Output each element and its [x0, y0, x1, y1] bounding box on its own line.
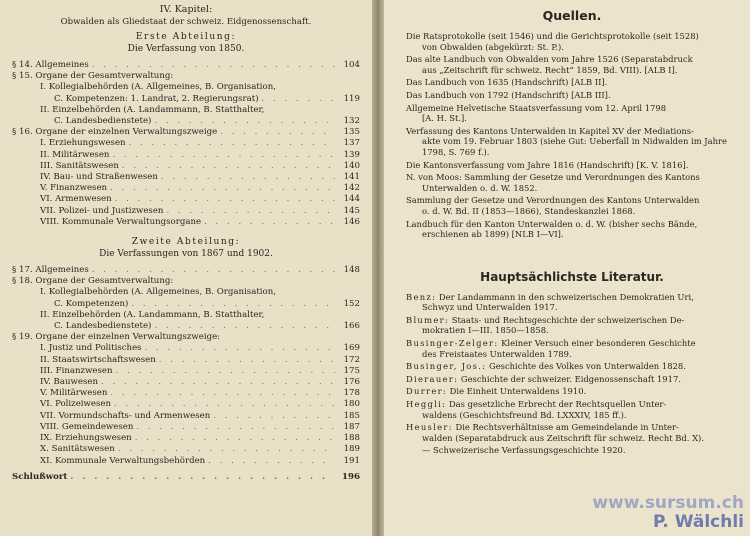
toc-row[interactable]: [12, 150, 360, 161]
leader-dots: [204, 217, 335, 228]
toc-row[interactable]: [12, 321, 360, 332]
leader-dots: [122, 161, 335, 172]
toc-row[interactable]: [12, 343, 360, 354]
toc-page-number: 191: [343, 455, 360, 466]
chapter-title: IV. Kapitel:: [159, 4, 213, 15]
toc-entry-title: II. Einzelbehörden (A. Landammann, B. Statthalter,: [40, 309, 265, 320]
literature-title-continued: Schwyz und Unterwalden 1917.: [422, 302, 558, 313]
toc-row[interactable]: [12, 299, 360, 310]
source-entry: [406, 103, 738, 124]
leader-dots: [114, 399, 335, 410]
toc-entry-title: C. Kompetenzen): [54, 298, 129, 309]
source-line: Allgemeine Helvetische Staatsverfassung vom 12. April 1798: [406, 102, 667, 113]
literature-title-continued: waldens (Geschichtsfreund Bd. LXXXIV, 185 ff.).: [422, 409, 627, 420]
source-line: N. von Moos: Sammlung der Gesetze und Verordnungen des Kantons: [406, 172, 700, 183]
toc-page-number: 189: [343, 444, 360, 455]
literature-entry: [406, 399, 738, 420]
source-line: Die Kantonsverfassung vom Jahre 1816 (Handschrift) [K. V. 1816].: [406, 159, 689, 170]
toc-entry-title: II. Einzelbehörden (A. Landammann, B. Statthalter,: [40, 104, 265, 115]
source-line-continued: Unterwalden o. d. W. 1852.: [422, 182, 538, 193]
section-one-subtitle: Die Verfassung von 1850.: [127, 44, 245, 54]
literature-author: Dierauer:: [406, 373, 459, 384]
toc-entry-title: § 17. Allgemeines: [12, 265, 89, 276]
toc-row[interactable]: [12, 399, 360, 410]
sources-list: [406, 31, 738, 240]
toc-page-number: 104: [343, 60, 360, 70]
leader-dots: [101, 377, 335, 388]
source-line-continued: akte vom 19. Februar 1803 (siehe Gut: Ueberfall in Nidwalden im Jahre 1798, S. 769 f.).: [422, 136, 728, 157]
literature-title: Der Landammann in den schweizerischen Demokratien Uri,: [438, 291, 694, 302]
section-one-title: Erste Abteilung:: [135, 32, 237, 42]
toc-entry-title: II. Staatswirtschaftswesen: [40, 354, 156, 365]
leader-dots: [115, 194, 335, 205]
literature-entry: [406, 445, 738, 456]
toc-row[interactable]: [12, 194, 360, 205]
chapter-subtitle: Obwalden als Gliedstaat der schweiz. Eidgenossenschaft.: [60, 17, 312, 27]
toc-row[interactable]: [12, 456, 360, 467]
toc-page-number: 166: [343, 321, 360, 332]
section-two-subtitle: Die Verfassungen von 1867 und 1902.: [99, 249, 273, 260]
toc-page-number: 144: [343, 194, 360, 205]
leader-dots: [112, 150, 335, 161]
toc-row[interactable]: [12, 71, 360, 82]
toc-row[interactable]: [12, 444, 360, 455]
leader-dots: [220, 127, 335, 138]
toc-entry-title: IV. Bauwesen: [40, 377, 99, 388]
literature-author: Blumer:: [406, 314, 450, 325]
literature-entry: [406, 422, 738, 443]
toc-page-number: 175: [343, 365, 360, 376]
literature-author: Businger, Jos.:: [406, 361, 487, 372]
source-line-continued: [A. H. St.].: [422, 113, 467, 124]
toc-page-number: 188: [343, 433, 360, 444]
literature-title-continued: mokratien I—III. 1850—1858.: [422, 325, 549, 336]
toc-page-number: 148: [343, 265, 360, 276]
literature-title: Kleiner Versuch einer besonderen Geschichte: [501, 338, 696, 349]
toc-page-number: 180: [343, 399, 360, 410]
source-line: Das Landbuch von 1792 (Handschrift) [ALB III].: [406, 89, 611, 100]
source-line: Das Landbuch von 1635 (Handschrift) [ALB II].: [406, 77, 608, 88]
source-entry: [406, 31, 738, 52]
literature-list: [406, 292, 738, 456]
leader-dots: [118, 444, 335, 455]
literature-entry: [406, 292, 738, 313]
toc-row[interactable]: [12, 127, 360, 138]
toc-page-number: 132: [343, 116, 360, 127]
toc-row[interactable]: [12, 422, 360, 433]
source-entry: [406, 126, 738, 158]
leader-dots: [116, 366, 335, 377]
toc-entry-title: VI. Armenwesen: [40, 194, 112, 205]
toc-page-number: 142: [343, 183, 360, 194]
literature-entry: [406, 338, 738, 359]
toc-entry-title: X. Sanitätswesen: [40, 444, 115, 455]
section-two-title: Zweite Abteilung:: [131, 237, 241, 248]
toc-page-number: 137: [343, 138, 360, 149]
leader-dots: [70, 472, 335, 483]
toc-entry-title: § 14. Allgemeines: [12, 60, 89, 70]
toc-page-number: 178: [343, 388, 360, 399]
source-entry: [406, 160, 738, 171]
toc-row[interactable]: [12, 377, 360, 388]
toc-row[interactable]: [12, 94, 360, 105]
toc-row[interactable]: [12, 116, 360, 127]
leader-dots: [159, 355, 335, 366]
leader-dots: [154, 116, 335, 127]
source-line: Das alte Landbuch von Obwalden vom Jahre 1526 (Separatabdruck: [406, 54, 693, 65]
toc-row[interactable]: [12, 265, 360, 276]
toc-row[interactable]: [12, 287, 360, 298]
literature-title: Geschichte des Volkes von Unterwalden 1828.: [489, 361, 686, 372]
toc-row[interactable]: [12, 366, 360, 377]
toc-row[interactable]: [12, 276, 360, 287]
literature-title: Das gesetzliche Erbrecht der Rechtsquellen Unter-: [448, 399, 667, 410]
literature-title: Geschichte der schweizer. Eidgenossenschaft 1917.: [460, 373, 681, 384]
toc-page-number: 172: [343, 354, 360, 365]
toc-row[interactable]: [12, 206, 360, 217]
toc-entry-title: § 16. Organe der einzelnen Verwaltungszweige: [12, 127, 218, 138]
toc-entry-title: V. Finanzwesen: [40, 183, 108, 194]
source-entry: [406, 219, 738, 240]
toc-entry-title: I. Justiz und Politisches: [40, 343, 142, 354]
leader-dots: [135, 433, 335, 444]
toc-entry-title: IX. Erziehungswesen: [40, 433, 132, 444]
toc-entry-title: VI. Polizeiwesen: [40, 399, 112, 410]
source-entry: [406, 77, 738, 88]
toc-row[interactable]: [12, 105, 360, 116]
leader-dots: [110, 388, 335, 399]
toc-page-number: 152: [343, 298, 360, 309]
toc-row[interactable]: [12, 310, 360, 321]
toc-row[interactable]: [12, 172, 360, 183]
toc-row[interactable]: [12, 183, 360, 194]
toc-entry-title: C. Landesbedienstete): [54, 116, 152, 127]
leader-dots: [136, 422, 335, 433]
source-entry: [406, 195, 738, 216]
toc-entry-title: V. Militärwesen: [40, 388, 108, 399]
leader-dots: [129, 138, 335, 149]
source-line: Verfassung des Kantons Unterwalden in Kapitel XV der Mediations-: [406, 125, 694, 136]
literature-title-continued: des Freistaates Unterwalden 1789.: [422, 348, 572, 359]
source-line: Landbuch für den Kanton Unterwalden o. d. W. (bisher sechs Bände,: [406, 218, 698, 229]
leader-dots: [161, 172, 335, 183]
leader-dots: [92, 60, 335, 71]
toc-row[interactable]: [12, 82, 360, 93]
toc-entry-title: C. Kompetenzen: 1. Landrat, 2. Regierungsrat): [54, 93, 259, 104]
source-entry: [406, 90, 738, 101]
toc-entry-title: I. Kollegialbehörden (A. Allgemeines, B. Organisation,: [40, 82, 276, 93]
leader-dots: [166, 206, 335, 217]
leader-dots: [213, 411, 335, 422]
toc-entry-title: § 19. Organe der einzelnen Verwaltungszweige:: [12, 332, 221, 343]
literature-author: Heusler:: [406, 422, 453, 433]
source-line-continued: aus „Zeitschrift für schweiz. Recht“ 1859, Bd. VIII). [ALB I].: [422, 64, 678, 75]
toc-page-number: 169: [343, 343, 360, 354]
toc-entry-title: III. Finanzwesen: [40, 365, 113, 376]
toc-section-two: [12, 265, 360, 467]
toc-entry-title: C. Landesbedienstete): [54, 321, 152, 332]
leader-dots: [110, 183, 335, 194]
source-line: Die Ratsprotokolle (seit 1546) und die Gerichtsprotokolle (seit 1528): [406, 31, 699, 41]
source-entry: [406, 172, 738, 193]
literature-entry: [406, 386, 738, 397]
source-entry: [406, 54, 738, 75]
toc-entry-title: I. Erziehungswesen: [40, 138, 126, 149]
toc-page-number: 196: [342, 471, 360, 482]
literature-author: Businger-Zelger:: [406, 338, 499, 349]
toc-section-one: [12, 60, 360, 228]
toc-row[interactable]: [12, 332, 360, 343]
toc-row[interactable]: [12, 217, 360, 228]
source-line-continued: o. d. W. Bd. II (1853—1866), Standeskanzlei 1868.: [422, 205, 636, 216]
toc-entry-title: VII. Vormundschafts- und Armenwesen: [40, 410, 211, 421]
toc-entry-title: III. Sanitätswesen: [40, 160, 119, 171]
literature-title: Die Einheit Unterwaldens 1910.: [449, 386, 587, 397]
source-line-continued: erschienen ab 1899) [NLB I—VI].: [422, 229, 564, 240]
toc-row[interactable]: [12, 388, 360, 399]
leader-dots: [145, 343, 335, 354]
toc-row[interactable]: [12, 161, 360, 172]
toc-page-number: 185: [343, 410, 360, 421]
watermark-url: www.sursum.ch: [592, 493, 744, 513]
leader-dots: [262, 94, 335, 105]
toc-page-number: 135: [343, 127, 360, 138]
toc-entry-title: § 18. Organe der Gesamtverwaltung:: [12, 276, 174, 287]
toc-entry-title: I. Kollegialbehörden (A. Allgemeines, B. Organisation,: [40, 287, 276, 298]
toc-page-number: 146: [343, 216, 360, 227]
sources-heading: Quellen.: [542, 8, 602, 23]
literature-author: Benz:: [406, 291, 437, 302]
literature-entry: [406, 315, 738, 336]
toc-page-number: 187: [343, 421, 360, 432]
source-line: Sammlung der Gesetze und Verordnungen des Kantons Unterwalden: [406, 195, 700, 206]
watermark-author: P. Wälchli: [653, 512, 744, 532]
toc-entry-title: § 15. Organe der Gesamtverwaltung:: [12, 71, 174, 82]
toc-entry-title: II. Militärwesen: [40, 149, 110, 160]
toc-row[interactable]: [12, 355, 360, 366]
literature-title: Die Rechtsverhältnisse am Gemeindelande in Unter-: [455, 422, 679, 433]
toc-entry-title: VIII. Gemeindewesen: [40, 421, 134, 432]
toc-page-number: 139: [343, 149, 360, 160]
toc-row[interactable]: [12, 411, 360, 422]
literature-entry: [406, 361, 738, 372]
toc-entry-title: Schlußwort: [12, 471, 68, 482]
toc-entry-title: IV. Bau- und Straßenwesen: [40, 172, 158, 183]
leader-dots: [92, 265, 335, 276]
literature-author: Heggli:: [406, 399, 447, 410]
literature-title: — Schweizerische Verfassungsgeschichte 1920.: [422, 445, 626, 456]
leader-dots: [131, 299, 335, 310]
right-page: [384, 0, 750, 536]
toc-page-number: 140: [343, 160, 360, 171]
toc-page-number: 119: [343, 93, 360, 104]
source-line-continued: von Obwalden (abgekürzt: St. P.).: [422, 41, 564, 52]
literature-heading: Hauptsächlichste Literatur.: [480, 269, 664, 284]
toc-row-schlusswort[interactable]: [12, 472, 360, 483]
toc-entry-title: XI. Kommunale Verwaltungsbehörden: [40, 455, 206, 466]
toc-row[interactable]: [12, 138, 360, 149]
left-page: [0, 0, 372, 536]
leader-dots: [154, 321, 335, 332]
leader-dots: [208, 456, 335, 467]
book-gutter: [372, 0, 384, 536]
literature-entry: [406, 374, 738, 385]
toc-page-number: 145: [343, 205, 360, 216]
toc-entry-title: VIII. Kommunale Verwaltungsorgane: [40, 216, 202, 227]
toc-row[interactable]: [12, 433, 360, 444]
toc-page-number: 141: [343, 172, 360, 183]
literature-title-continued: walden (Separatabdruck aus Zeitschrift für schweiz. Recht Bd. X).: [422, 432, 704, 443]
literature-title: Staats- und Rechtsgeschichte der schweizerischen De-: [451, 314, 685, 325]
toc-page-number: 176: [343, 377, 360, 388]
toc-row[interactable]: [12, 60, 360, 71]
literature-author: Durrer:: [406, 386, 447, 397]
toc-entry-title: VII. Polizei- und Justizwesen: [40, 205, 164, 216]
watermark: [534, 494, 744, 532]
